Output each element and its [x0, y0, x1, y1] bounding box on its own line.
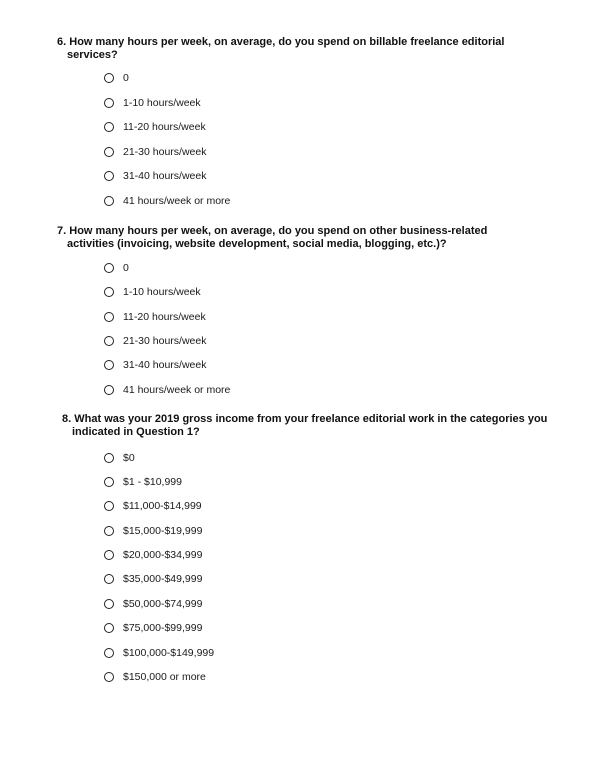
option-label: 11-20 hours/week [123, 311, 206, 323]
radio-circle-icon[interactable] [104, 147, 114, 157]
radio-option[interactable] [104, 96, 201, 110]
radio-circle-icon[interactable] [104, 526, 114, 536]
radio-circle-icon[interactable] [104, 287, 114, 297]
radio-circle-icon[interactable] [104, 385, 114, 395]
option-label: 31-40 hours/week [123, 359, 207, 371]
option-label: $15,000-$19,999 [123, 525, 203, 537]
radio-option[interactable] [104, 120, 206, 134]
radio-circle-icon[interactable] [104, 98, 114, 108]
radio-option[interactable] [104, 524, 202, 538]
question-number: 8. [62, 413, 72, 425]
radio-option[interactable] [104, 358, 206, 372]
option-label: 1-10 hours/week [123, 286, 201, 298]
radio-circle-icon[interactable] [104, 648, 114, 658]
option-label: $75,000-$99,999 [123, 622, 203, 634]
radio-option[interactable] [104, 548, 202, 562]
question-text-line1: What was your 2019 gross income from your freelance editorial work in the categories you [74, 413, 548, 425]
radio-circle-icon[interactable] [104, 599, 114, 609]
radio-option[interactable] [104, 572, 202, 586]
radio-circle-icon[interactable] [104, 263, 114, 273]
radio-option[interactable] [104, 310, 206, 324]
radio-circle-icon[interactable] [104, 574, 114, 584]
radio-circle-icon[interactable] [104, 171, 114, 181]
option-label: 21-30 hours/week [123, 146, 207, 158]
question-text-line1: How many hours per week, on average, do you spend on billable freelance editorial [69, 36, 505, 48]
radio-option[interactable] [104, 646, 214, 660]
radio-option[interactable] [104, 383, 230, 397]
radio-option[interactable] [104, 169, 206, 183]
radio-option[interactable] [104, 334, 206, 348]
option-label: $50,000-$74,999 [123, 598, 203, 610]
option-label: $20,000-$34,999 [123, 549, 203, 561]
radio-circle-icon[interactable] [104, 73, 114, 83]
option-label: $150,000 or more [123, 671, 206, 683]
option-label: $11,000-$14,999 [123, 500, 202, 512]
radio-circle-icon[interactable] [104, 550, 114, 560]
question-text-line2: activities (invoicing, website development, social media, blogging, etc.)? [67, 237, 447, 250]
question-7-title [57, 225, 557, 250]
option-label: 41 hours/week or more [123, 195, 231, 207]
radio-option[interactable] [104, 597, 202, 611]
radio-circle-icon[interactable] [104, 477, 114, 487]
radio-circle-icon[interactable] [104, 672, 114, 682]
radio-circle-icon[interactable] [104, 453, 114, 463]
radio-option[interactable] [104, 475, 182, 489]
radio-circle-icon[interactable] [104, 336, 114, 346]
question-text-line1: How many hours per week, on average, do you spend on other business-related [69, 225, 488, 237]
question-text-line2: services? [67, 48, 118, 61]
option-label: 1-10 hours/week [123, 97, 201, 109]
radio-option[interactable] [104, 285, 201, 299]
question-number: 7. [57, 225, 67, 237]
radio-circle-icon[interactable] [104, 122, 114, 132]
radio-option[interactable] [104, 621, 202, 635]
option-label: $0 [123, 452, 135, 464]
radio-option[interactable] [104, 670, 206, 684]
option-label: 41 hours/week or more [123, 384, 231, 396]
option-label: 0 [123, 72, 129, 84]
question-6-title [57, 36, 557, 61]
radio-circle-icon[interactable] [104, 360, 114, 370]
radio-option[interactable] [104, 71, 129, 85]
radio-circle-icon[interactable] [104, 623, 114, 633]
radio-option[interactable] [104, 145, 206, 159]
option-label: 0 [123, 262, 129, 274]
option-label: 21-30 hours/week [123, 335, 207, 347]
question-text-line2: indicated in Question 1? [72, 425, 200, 438]
radio-option[interactable] [104, 451, 135, 465]
radio-circle-icon[interactable] [104, 196, 114, 206]
radio-option[interactable] [104, 194, 230, 208]
option-label: $100,000-$149,999 [123, 647, 215, 659]
question-number: 6. [57, 36, 67, 48]
radio-circle-icon[interactable] [104, 312, 114, 322]
question-8-title [62, 413, 582, 438]
radio-circle-icon[interactable] [104, 501, 114, 511]
option-label: $1 - $10,999 [123, 476, 182, 488]
option-label: 31-40 hours/week [123, 170, 207, 182]
option-label: 11-20 hours/week [123, 121, 206, 133]
option-label: $35,000-$49,999 [123, 573, 203, 585]
radio-option[interactable] [104, 261, 129, 275]
radio-option[interactable] [104, 499, 202, 513]
